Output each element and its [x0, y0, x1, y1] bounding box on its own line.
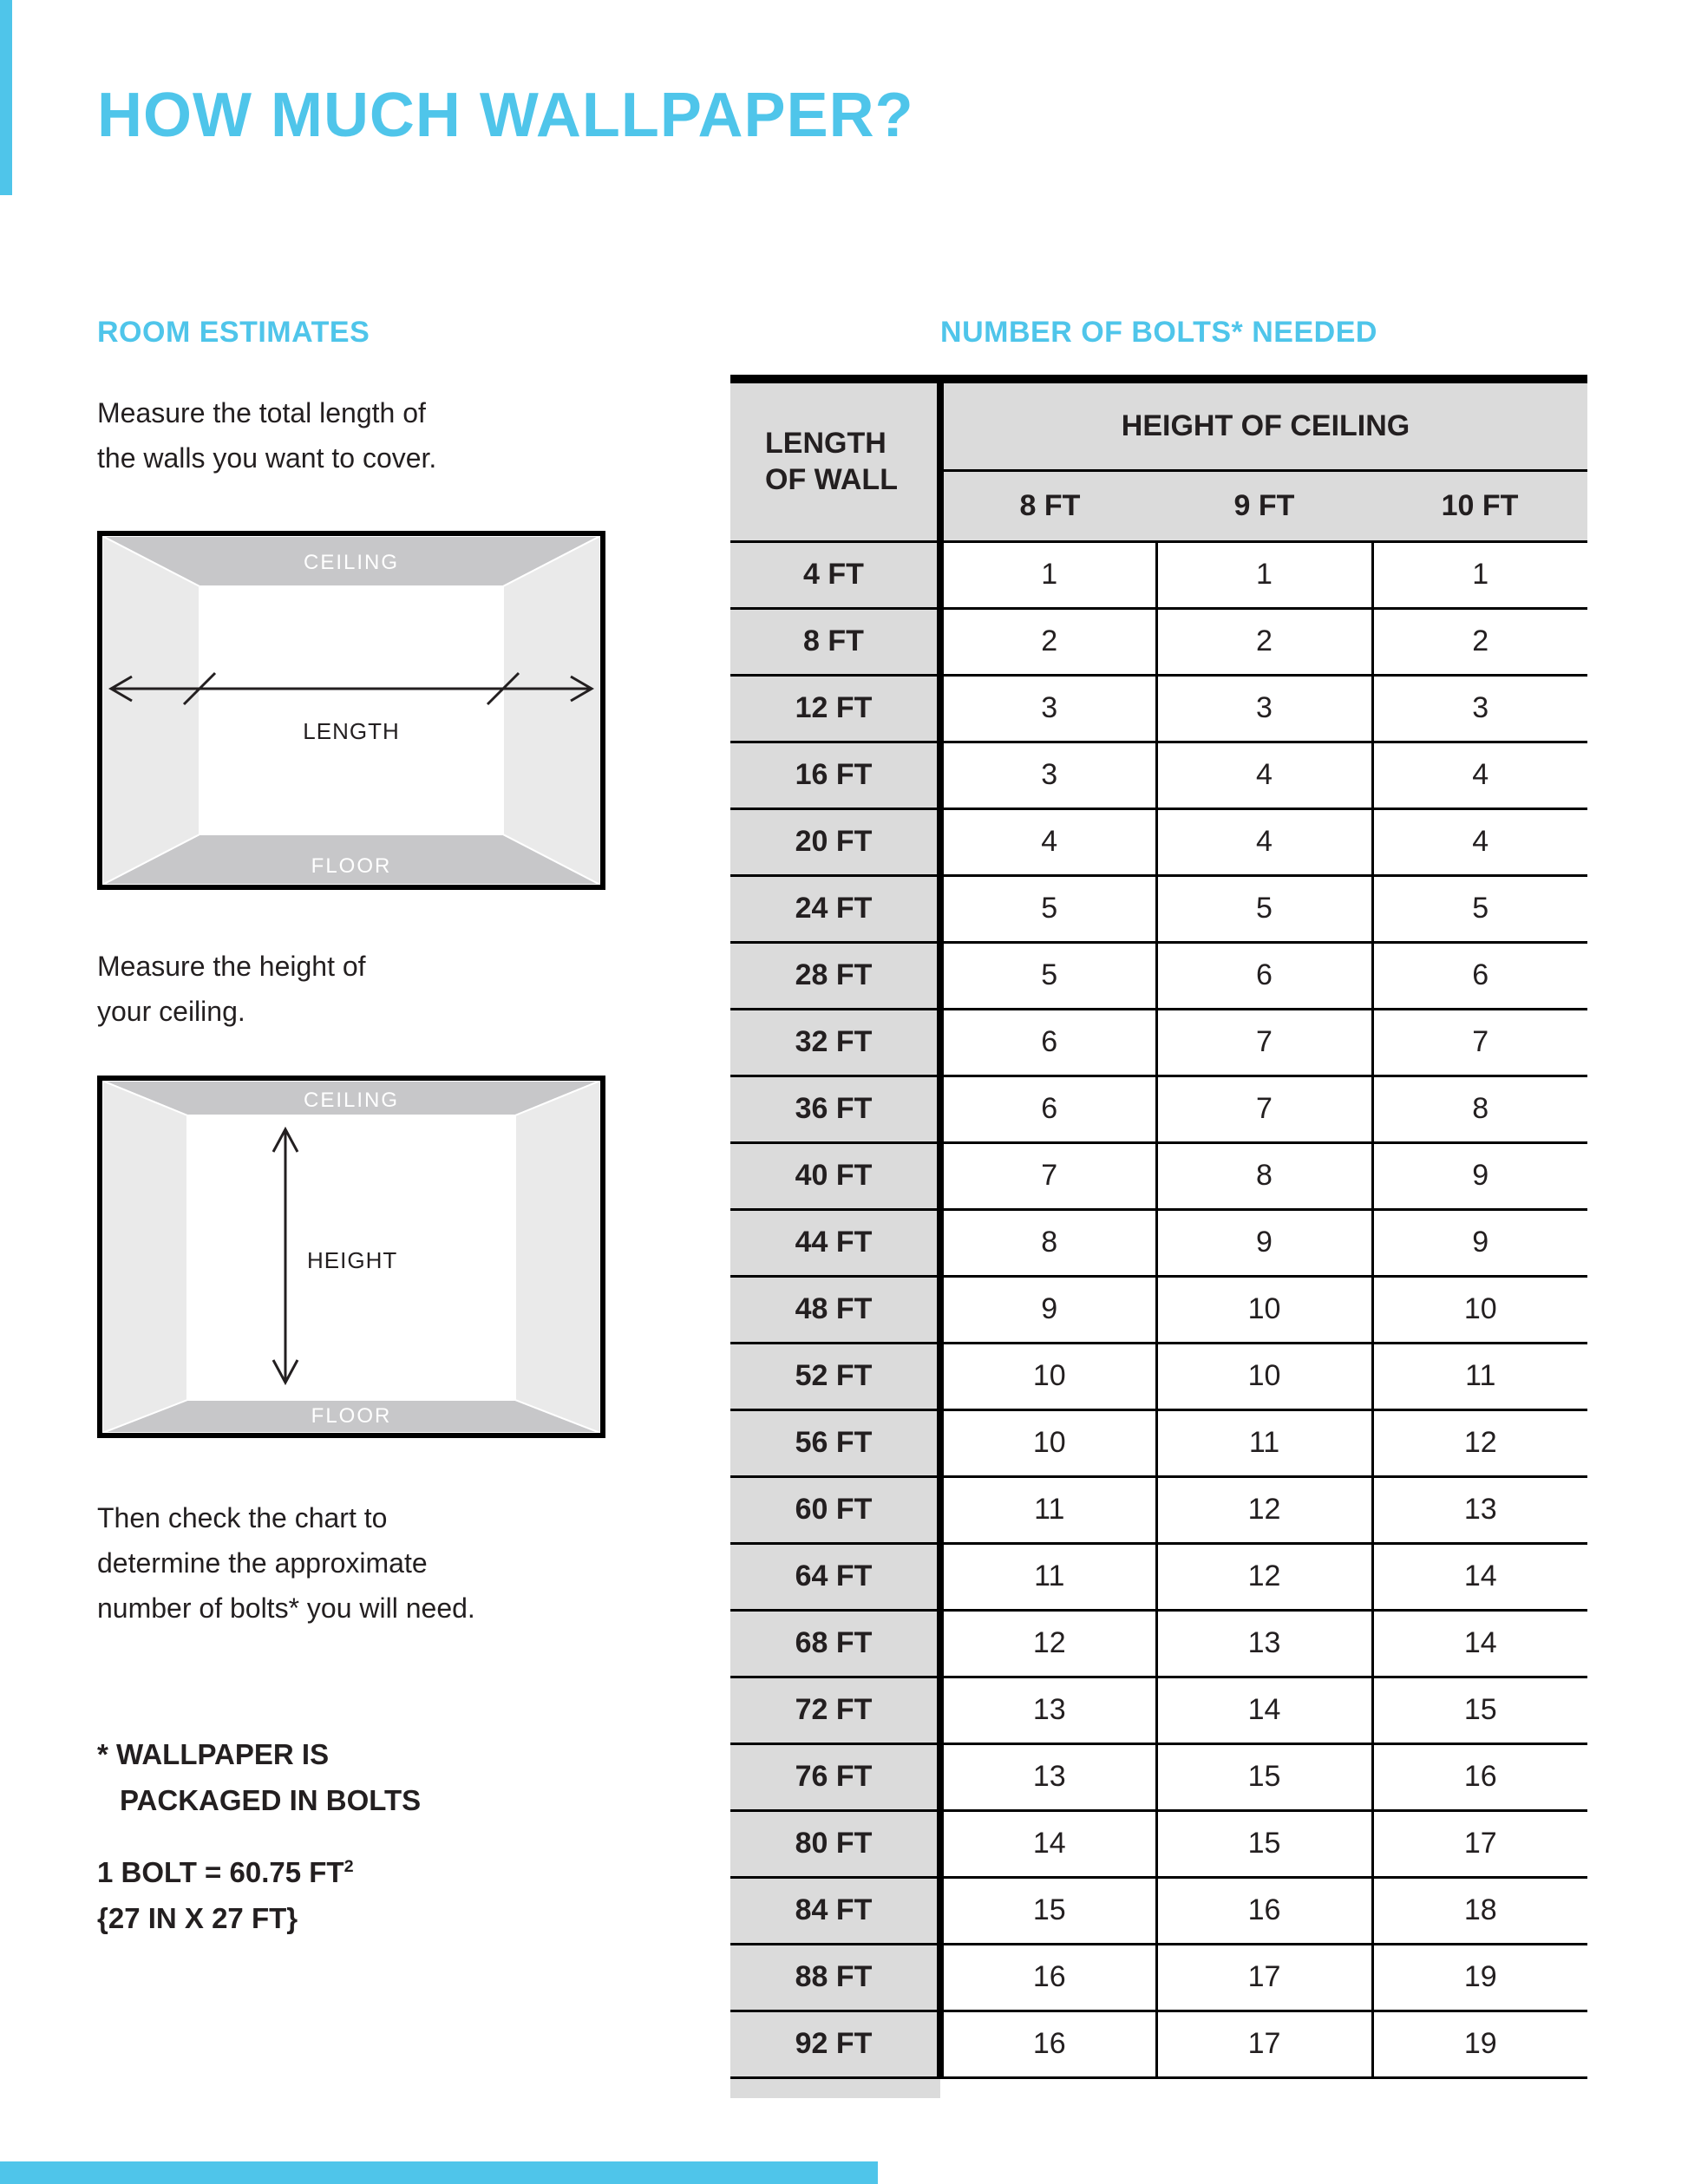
table-row — [730, 1409, 1587, 1476]
bolt-count-cell: 4 — [1372, 742, 1587, 808]
bolt-count-cell: 12 — [1156, 1476, 1372, 1543]
row-length-cell: 8 FT — [730, 608, 940, 675]
table-row — [730, 742, 1587, 808]
table-row — [730, 1276, 1587, 1343]
left-wall-surface — [102, 536, 200, 885]
footnote-line: PACKAGED IN BOLTS — [120, 1784, 422, 1816]
bolt-count-cell: 6 — [940, 1076, 1156, 1142]
bolt-count-cell: 14 — [1372, 1543, 1587, 1610]
instruction-line: your ceiling. — [97, 996, 245, 1027]
bolt-count-cell: 5 — [1156, 875, 1372, 942]
bolt-count-cell: 10 — [940, 1343, 1156, 1409]
instruction-check-chart — [97, 1495, 475, 1631]
ceiling-9ft-header: 9 FT — [1156, 470, 1372, 541]
bolt-count-cell: 17 — [1156, 2011, 1372, 2077]
bolt-count-cell: 11 — [1372, 1343, 1587, 1409]
table-row — [730, 942, 1587, 1009]
bolt-count-cell: 12 — [1156, 1543, 1372, 1610]
back-wall-surface — [200, 586, 503, 834]
bolts-needed-heading: NUMBER OF BOLTS* NEEDED — [940, 316, 1377, 349]
bolt-count-cell: 9 — [1372, 1142, 1587, 1209]
row-length-cell: 72 FT — [730, 1677, 940, 1743]
table-header-row — [730, 379, 1587, 470]
bolt-size-value: 1 BOLT = 60.75 FT — [97, 1856, 344, 1888]
bolt-count-cell: 9 — [1372, 1209, 1587, 1276]
bolt-count-cell: 2 — [940, 608, 1156, 675]
row-length-cell: 76 FT — [730, 1743, 940, 1810]
length-header-line: OF WALL — [765, 463, 898, 497]
instruction-line: number of bolts* you will need. — [97, 1592, 475, 1624]
right-wall-surface — [515, 1081, 600, 1433]
bolt-count-cell: 5 — [940, 875, 1156, 942]
bolt-count-cell: 3 — [940, 675, 1156, 742]
bolt-count-cell: 8 — [940, 1209, 1156, 1276]
bolt-size-info — [97, 1844, 354, 1941]
bolt-count-cell: 6 — [1156, 942, 1372, 1009]
bolt-count-cell: 16 — [940, 1944, 1156, 2011]
bolt-count-cell: 6 — [940, 1009, 1156, 1076]
bolt-size-dimensions: {27 IN X 27 FT} — [97, 1902, 298, 1934]
instruction-line: determine the approximate — [97, 1547, 428, 1579]
length-header-line: LENGTH — [765, 427, 887, 461]
bolt-count-cell: 13 — [940, 1743, 1156, 1810]
row-length-cell: 4 FT — [730, 541, 940, 608]
bolts-table-wrap — [730, 375, 1587, 2098]
bolt-count-cell: 13 — [1372, 1476, 1587, 1543]
bolt-count-cell: 14 — [1372, 1610, 1587, 1677]
row-length-cell: 92 FT — [730, 2011, 940, 2077]
row-length-cell: 80 FT — [730, 1810, 940, 1877]
table-footer-fill — [730, 2079, 940, 2098]
table-row — [730, 1343, 1587, 1409]
bolt-count-cell: 10 — [1372, 1276, 1587, 1343]
length-of-wall-header — [730, 379, 940, 541]
row-length-cell: 28 FT — [730, 942, 940, 1009]
row-length-cell: 84 FT — [730, 1877, 940, 1944]
table-row — [730, 1877, 1587, 1944]
table-row — [730, 608, 1587, 675]
table-row — [730, 1810, 1587, 1877]
room-height-diagram — [97, 1076, 605, 1438]
bolt-count-cell: 7 — [1372, 1009, 1587, 1076]
left-wall-surface — [102, 1081, 187, 1433]
bolt-footnote — [97, 1731, 421, 1823]
table-row — [730, 1610, 1587, 1677]
bolt-count-cell: 5 — [1372, 875, 1587, 942]
bolt-count-cell: 4 — [1372, 808, 1587, 875]
bolt-count-cell: 3 — [940, 742, 1156, 808]
ceiling-label: CEILING — [303, 551, 400, 574]
room-estimates-heading: ROOM ESTIMATES — [97, 316, 370, 349]
accent-top-strip — [0, 0, 12, 195]
table-row — [730, 1009, 1587, 1076]
row-length-cell: 20 FT — [730, 808, 940, 875]
ceiling-8ft-header: 8 FT — [940, 470, 1156, 541]
bolt-count-cell: 5 — [940, 942, 1156, 1009]
bolt-count-cell: 9 — [1156, 1209, 1372, 1276]
bolt-count-cell: 13 — [940, 1677, 1156, 1743]
room-length-diagram — [97, 531, 605, 890]
bolt-count-cell: 17 — [1156, 1944, 1372, 2011]
height-label: HEIGHT — [307, 1247, 398, 1273]
table-row — [730, 2011, 1587, 2077]
bolt-count-cell: 1 — [1156, 541, 1372, 608]
bolt-count-cell: 4 — [940, 808, 1156, 875]
instruction-line: Measure the total length of — [97, 397, 426, 428]
bolt-count-cell: 9 — [940, 1276, 1156, 1343]
row-length-cell: 52 FT — [730, 1343, 940, 1409]
row-length-cell: 32 FT — [730, 1009, 940, 1076]
row-length-cell: 44 FT — [730, 1209, 940, 1276]
row-length-cell: 60 FT — [730, 1476, 940, 1543]
bolt-table-body — [730, 541, 1587, 2077]
bolt-count-cell: 10 — [1156, 1276, 1372, 1343]
bolt-count-cell: 3 — [1372, 675, 1587, 742]
bolt-count-cell: 19 — [1372, 1944, 1587, 2011]
footnote-line: * WALLPAPER IS — [97, 1738, 330, 1770]
height-of-ceiling-header: HEIGHT OF CEILING — [940, 379, 1587, 470]
table-row — [730, 1944, 1587, 2011]
row-length-cell: 64 FT — [730, 1543, 940, 1610]
row-length-cell: 24 FT — [730, 875, 940, 942]
table-row — [730, 675, 1587, 742]
bolt-count-cell: 2 — [1156, 608, 1372, 675]
instruction-line: the walls you want to cover. — [97, 442, 437, 474]
bolt-size-line — [97, 1844, 354, 1895]
row-length-cell: 12 FT — [730, 675, 940, 742]
row-length-cell: 16 FT — [730, 742, 940, 808]
bolt-count-cell: 19 — [1372, 2011, 1587, 2077]
bolt-count-cell: 16 — [1156, 1877, 1372, 1944]
table-row — [730, 541, 1587, 608]
bolt-count-cell: 16 — [940, 2011, 1156, 2077]
row-length-cell: 48 FT — [730, 1276, 940, 1343]
row-length-cell: 88 FT — [730, 1944, 940, 2011]
bolt-count-cell: 14 — [1156, 1677, 1372, 1743]
bolt-count-cell: 17 — [1372, 1810, 1587, 1877]
accent-bottom-bar — [0, 2161, 878, 2184]
bolt-count-cell: 11 — [1156, 1409, 1372, 1476]
row-length-cell: 36 FT — [730, 1076, 940, 1142]
table-row — [730, 1076, 1587, 1142]
bolt-count-cell: 4 — [1156, 742, 1372, 808]
bolt-count-cell: 4 — [1156, 808, 1372, 875]
table-row — [730, 808, 1587, 875]
bolt-count-cell: 1 — [1372, 541, 1587, 608]
bolt-count-cell: 15 — [940, 1877, 1156, 1944]
bolt-count-cell: 15 — [1156, 1810, 1372, 1877]
table-row — [730, 1476, 1587, 1543]
bolt-count-cell: 7 — [1156, 1076, 1372, 1142]
floor-label: FLOOR — [311, 1404, 392, 1428]
table-row — [730, 1743, 1587, 1810]
floor-label: FLOOR — [311, 854, 392, 878]
bolt-count-cell: 6 — [1372, 942, 1587, 1009]
bolt-count-cell: 11 — [940, 1476, 1156, 1543]
bolt-count-cell: 15 — [1372, 1677, 1587, 1743]
table-row — [730, 1209, 1587, 1276]
bolt-count-cell: 12 — [1372, 1409, 1587, 1476]
row-length-cell: 40 FT — [730, 1142, 940, 1209]
instruction-line: Measure the height of — [97, 951, 366, 982]
bolt-count-cell: 2 — [1372, 608, 1587, 675]
bolt-count-cell: 14 — [940, 1810, 1156, 1877]
bolt-count-cell: 18 — [1372, 1877, 1587, 1944]
table-row — [730, 1543, 1587, 1610]
right-wall-surface — [503, 536, 600, 885]
bolts-table — [730, 375, 1587, 2079]
instruction-line: Then check the chart to — [97, 1502, 388, 1533]
length-label: LENGTH — [303, 718, 400, 744]
bolt-count-cell: 11 — [940, 1543, 1156, 1610]
page-title: HOW MUCH WALLPAPER? — [97, 81, 914, 150]
table-row — [730, 875, 1587, 942]
table-row — [730, 1142, 1587, 1209]
bolt-size-exponent: 2 — [343, 1857, 354, 1876]
bolt-count-cell: 7 — [1156, 1009, 1372, 1076]
bolt-count-cell: 7 — [940, 1142, 1156, 1209]
table-row — [730, 1677, 1587, 1743]
bolt-count-cell: 8 — [1156, 1142, 1372, 1209]
instruction-measure-length — [97, 390, 436, 481]
bolt-count-cell: 8 — [1372, 1076, 1587, 1142]
ceiling-label: CEILING — [303, 1089, 400, 1112]
row-length-cell: 68 FT — [730, 1610, 940, 1677]
bolt-count-cell: 1 — [940, 541, 1156, 608]
bolt-count-cell: 10 — [940, 1409, 1156, 1476]
bolt-count-cell: 16 — [1372, 1743, 1587, 1810]
ceiling-10ft-header: 10 FT — [1372, 470, 1587, 541]
bolt-count-cell: 12 — [940, 1610, 1156, 1677]
row-length-cell: 56 FT — [730, 1409, 940, 1476]
bolt-count-cell: 15 — [1156, 1743, 1372, 1810]
bolt-count-cell: 10 — [1156, 1343, 1372, 1409]
bolt-count-cell: 13 — [1156, 1610, 1372, 1677]
bolt-count-cell: 3 — [1156, 675, 1372, 742]
instruction-measure-height — [97, 944, 366, 1034]
